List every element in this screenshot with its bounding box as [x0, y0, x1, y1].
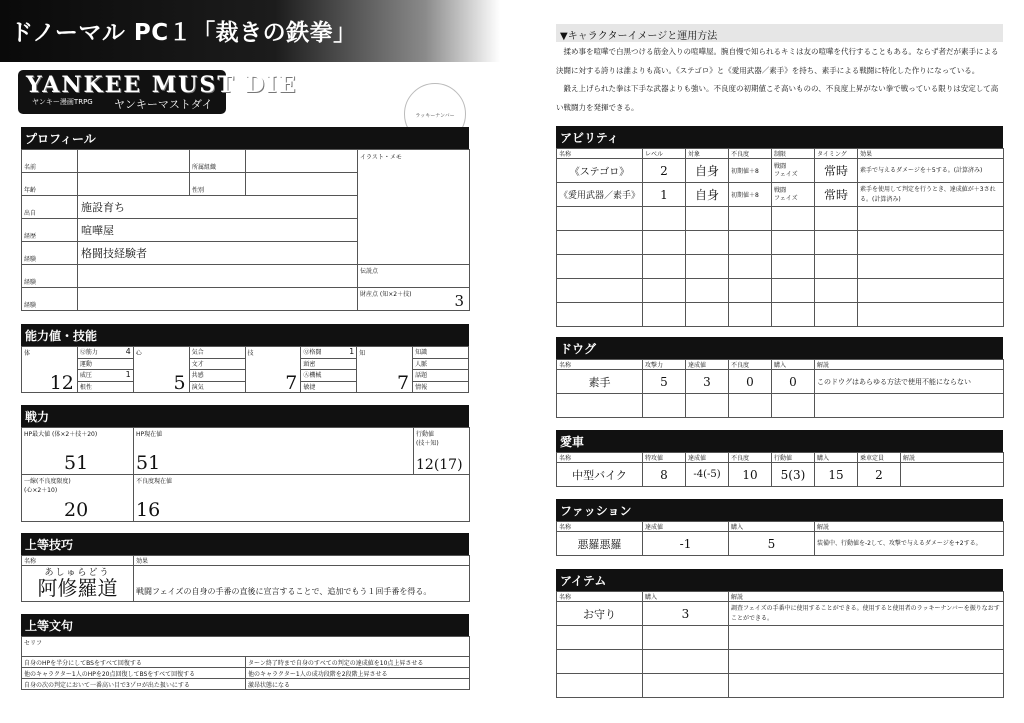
ability-value[interactable]: 12 — [49, 372, 74, 394]
col-buy: 購入 — [772, 360, 815, 370]
skill-name: 文才 — [190, 359, 245, 371]
logo-kana: ヤンキーマストダイ — [114, 98, 213, 111]
skill-name: 共感 — [190, 370, 245, 382]
technique-name-cell — [22, 566, 134, 602]
item-section — [556, 569, 1003, 698]
ability-group — [357, 347, 469, 392]
hp-cur-cell — [134, 428, 414, 475]
wealth-label: 財産点 (知×2＋技) — [360, 291, 412, 298]
intro-header: ▼キャラクターイメージと運用方法 — [556, 24, 1003, 42]
exp1-label: 経験 — [22, 242, 78, 265]
ability-group — [246, 347, 358, 392]
col-timing: タイミング — [815, 149, 858, 159]
ability-target: 自身 — [686, 159, 729, 183]
ability-label: 技 — [247, 350, 254, 357]
gender-label: 性別 — [190, 173, 246, 196]
ability-effect: 素手で与えるダメージを＋5する。(計算済み) — [858, 159, 1004, 183]
col-effect: 効果 — [858, 149, 1004, 159]
skill-value[interactable]: 1 — [349, 347, 355, 356]
col-name: 名称 — [557, 522, 643, 532]
exp2-label: 経験 — [22, 265, 78, 288]
item-desc: 調査フェイズの手番中に使用することができる。使用すると使用者のラッキーナンバーを振りなおすことができる。 — [729, 602, 1004, 626]
ability-table-header: アビリティ — [556, 126, 1003, 148]
technique-name[interactable]: 阿修羅道 — [37, 576, 118, 600]
bike-name[interactable]: 中型バイク — [557, 463, 643, 487]
dog-name[interactable]: 素手 — [557, 370, 643, 394]
col-name: 名称 — [557, 592, 643, 602]
col-bad: 不良度 — [729, 360, 772, 370]
col-buy: 購入 — [643, 592, 729, 602]
gender-value[interactable] — [246, 173, 358, 196]
origin-value[interactable]: 施設育ち — [78, 196, 358, 219]
bad-max-cell — [22, 475, 134, 522]
ability-timing: 常時 — [815, 183, 858, 207]
col-desc: 解説 — [729, 592, 1004, 602]
skill-name: 知識 — [413, 347, 468, 359]
bike-bad: 10 — [729, 463, 772, 487]
skill-name: 情報 — [415, 383, 428, 391]
phrase-item: 他のキャラクター1人の成功段階を2段階上昇させる — [246, 668, 470, 679]
intro-text: 揉め事を喧嘩で白黒つける筋金入りの喧嘩屋。腕自慢で知られるキミは友の喧嘩を代行することもある。ならず者だが素手による決闘に対する誇りは誰よりも高い。《ステゴロ》と《愛用武器／素手》を持ち、素手による戦闘に特化した作りになっている。 鍛え上げられた拳は下手な武器よりも強い。不良度の初期値こそ高いものの、不良度上昇がない拳で戦っている限りは安定して高い戦闘力を発揮できる。 — [556, 47, 999, 112]
ability-target: 自身 — [686, 183, 729, 207]
skill-name: Ⓠ筋力 — [79, 349, 98, 356]
hp-max-label: HP最大値 (体×2＋技＋20) — [24, 431, 98, 438]
col-ach: 達成値 — [686, 360, 729, 370]
table-row — [557, 183, 1004, 207]
skill-name: 威圧 — [79, 372, 92, 379]
table-row-empty — [557, 255, 1004, 279]
phrase-item: 自身のHPを半分にしてBSをすべて回復する — [22, 657, 246, 668]
ability-bad: 初期値＋8 — [729, 183, 772, 207]
affiliation-label: 所属組織 — [190, 150, 246, 173]
col-sp: 特攻値 — [643, 453, 686, 463]
ability-timing: 常時 — [815, 159, 858, 183]
dog-header: ドウグ — [556, 337, 1003, 359]
bad-cur-cell — [134, 475, 470, 522]
table-row — [557, 370, 1004, 394]
phrase-item: 激昂状態になる — [246, 679, 470, 690]
fashion-section — [556, 499, 1003, 556]
serif-label: セリフ — [22, 637, 470, 657]
ability-level: 1 — [643, 183, 686, 207]
act-cell — [414, 428, 470, 475]
technique-name-col: 名称 — [22, 556, 134, 566]
ability-label: 心 — [135, 350, 142, 357]
legend-cell — [358, 265, 470, 288]
name-value[interactable] — [78, 150, 190, 173]
fashion-buy: 5 — [729, 532, 815, 556]
bike-desc — [901, 463, 1004, 487]
skill-name: 人脈 — [413, 359, 468, 371]
phrase-item: ターン終了時まで自身のすべての判定の達成値を10点上昇させる — [246, 657, 470, 668]
ability-label: 知 — [359, 350, 366, 357]
fashion-header: ファッション — [556, 499, 1003, 521]
ability-effect: 素手を使用して判定を行うとき、達成値が＋3される。(計算済み) — [858, 183, 1004, 207]
dog-bad: 0 — [729, 370, 772, 394]
ability-name[interactable]: 《ステゴロ》 — [557, 159, 643, 183]
exp2-value[interactable] — [78, 265, 358, 288]
fashion-ach: -1 — [643, 532, 729, 556]
bike-section — [556, 430, 1003, 487]
col-limit: 制限 — [772, 149, 815, 159]
bike-header: 愛車 — [556, 430, 1003, 452]
bike-cap: 2 — [858, 463, 901, 487]
col-desc: 解説 — [815, 360, 1004, 370]
ability-name[interactable]: 《愛用武器／素手》 — [557, 183, 643, 207]
col-act: 行動値 — [772, 453, 815, 463]
skill-name: 演気 — [191, 383, 204, 391]
combat-section — [21, 405, 469, 522]
ability-section — [21, 324, 469, 393]
table-row-empty — [557, 303, 1004, 327]
dog-section — [556, 337, 1003, 418]
col-ach: 達成値 — [643, 522, 729, 532]
career-label: 経歴 — [22, 219, 78, 242]
exp1-value[interactable]: 格闘技経験者 — [78, 242, 358, 265]
exp3-value[interactable] — [78, 288, 358, 311]
col-buy: 購入 — [815, 453, 858, 463]
combat-header: 戦力 — [21, 405, 469, 427]
table-row-empty — [557, 207, 1004, 231]
technique-section — [21, 533, 469, 602]
ability-limit: 戦闘 フェイズ — [772, 159, 815, 183]
col-buy: 購入 — [729, 522, 815, 532]
bike-buy: 15 — [815, 463, 858, 487]
bad-cur-value[interactable]: 16 — [136, 499, 161, 521]
ability-group — [22, 347, 134, 392]
wealth-cell — [358, 288, 470, 311]
table-row-empty — [557, 626, 1004, 650]
phrases-header: 上等文句 — [21, 614, 469, 636]
bike-sp: 8 — [643, 463, 686, 487]
legend-label: 伝説点 — [360, 268, 379, 275]
act-value[interactable]: 12(17) — [416, 457, 463, 473]
col-level: レベル — [643, 149, 686, 159]
ability-level: 2 — [643, 159, 686, 183]
lucky-number-label: ラッキーナンバー — [415, 113, 455, 119]
ability-label: 体 — [24, 350, 31, 357]
page-title: ドノーマル PC１「裁きの鉄拳」 — [10, 20, 357, 46]
table-row-empty — [557, 674, 1004, 698]
exp3-label: 経験 — [22, 288, 78, 311]
col-name: 名称 — [557, 149, 643, 159]
fashion-desc: 装備中、行動値を-2して、攻撃で与えるダメージを+2する。 — [815, 532, 1004, 556]
skill-value[interactable]: 4 — [125, 347, 131, 356]
col-atk: 攻撃力 — [643, 360, 686, 370]
col-ach: 達成値 — [686, 453, 729, 463]
bad-max-label: 一線(不良度限度) (心×2＋10) — [24, 478, 71, 494]
table-row-empty — [557, 231, 1004, 255]
skill-name: Ⓠ格闘 — [303, 349, 322, 356]
technique-effect: 戦闘フェイズの自身の手番の直後に宣言することで、追加でもう１回手番を得る。 — [134, 566, 470, 602]
phrases-section — [21, 614, 469, 690]
bad-max-value[interactable]: 20 — [64, 499, 89, 521]
table-row-empty — [557, 650, 1004, 674]
affiliation-value[interactable] — [246, 150, 358, 173]
item-buy: 3 — [643, 602, 729, 626]
logo-main: YANKEE MUST DIE — [26, 72, 298, 98]
game-logo — [18, 70, 298, 114]
col-cap: 乗車定員 — [858, 453, 901, 463]
illust-memo — [358, 150, 470, 265]
technique-header: 上等技巧 — [21, 533, 469, 555]
age-value[interactable] — [78, 173, 190, 196]
skill-name: 話題 — [413, 370, 468, 382]
table-row — [557, 463, 1004, 487]
technique-effect-col: 効果 — [134, 556, 470, 566]
table-row — [557, 532, 1004, 556]
profile-header: プロフィール — [21, 127, 469, 149]
col-desc: 解説 — [815, 522, 1004, 532]
item-header: アイテム — [556, 569, 1003, 591]
ability-value[interactable]: 5 — [173, 372, 186, 394]
phrase-item: 自身の次の判定において一番高い目で3ゾロが出た扱いにする — [22, 679, 246, 690]
dog-buy: 0 — [772, 370, 815, 394]
hp-max-cell — [22, 428, 134, 475]
ability-groups — [21, 346, 469, 393]
item-name[interactable]: お守り — [557, 602, 643, 626]
skill-name: 敏捷 — [303, 383, 316, 391]
ability-table-section — [556, 126, 1003, 327]
table-row-empty — [557, 394, 1004, 418]
ability-value[interactable]: 7 — [285, 372, 298, 394]
bike-ach: -4(-5) — [686, 463, 729, 487]
ability-value[interactable]: 7 — [397, 372, 410, 394]
age-label: 年齢 — [22, 173, 78, 196]
phrase-item: 他のキャラクター1人のHPを20点回復してBSをすべて回復する — [22, 668, 246, 679]
dog-desc: このドウグはあらゆる方法で使用不能にならない — [815, 370, 1004, 394]
dog-ach: 3 — [686, 370, 729, 394]
ability-bad: 初期値＋8 — [729, 159, 772, 183]
hp-cur-value[interactable]: 51 — [136, 452, 161, 474]
col-desc: 解説 — [901, 453, 1004, 463]
profile-section — [21, 127, 469, 311]
skill-name: Ⓐ機械 — [301, 370, 356, 382]
hp-cur-label: HP現在値 — [136, 431, 163, 438]
table-row-empty — [557, 279, 1004, 303]
skill-name: 根性 — [79, 383, 92, 391]
col-bad: 不良度 — [729, 149, 772, 159]
col-name: 名称 — [557, 453, 643, 463]
dog-atk: 5 — [643, 370, 686, 394]
skill-name: 気合 — [190, 347, 245, 359]
career-value[interactable]: 喧嘩屋 — [78, 219, 358, 242]
table-row — [557, 602, 1004, 626]
ability-group — [134, 347, 246, 392]
bike-act: 5(3) — [772, 463, 815, 487]
illust-label: イラスト・メモ — [360, 154, 402, 161]
table-row — [557, 159, 1004, 183]
skill-name: 頭密 — [301, 359, 356, 371]
fashion-name[interactable]: 悪羅悪羅 — [557, 532, 643, 556]
hp-max-value[interactable]: 51 — [64, 452, 89, 474]
skill-value[interactable]: 1 — [125, 370, 131, 379]
logo-sub: ヤンキー漫画TRPG — [32, 98, 93, 106]
col-target: 対象 — [686, 149, 729, 159]
ability-limit: 戦闘 フェイズ — [772, 183, 815, 207]
bad-cur-label: 不良度現在値 — [136, 478, 173, 485]
technique-ruby: あしゅらどう — [44, 568, 111, 578]
col-bad: 不良度 — [729, 453, 772, 463]
name-label: 名前 — [22, 150, 78, 173]
act-label: 行動値 (技＋知) — [416, 431, 439, 447]
skill-name: 運動 — [79, 360, 92, 368]
ability-header: 能力値・技能 — [21, 324, 469, 346]
origin-label: 出自 — [22, 196, 78, 219]
col-name: 名称 — [557, 360, 643, 370]
wealth-value[interactable]: 3 — [454, 292, 464, 310]
